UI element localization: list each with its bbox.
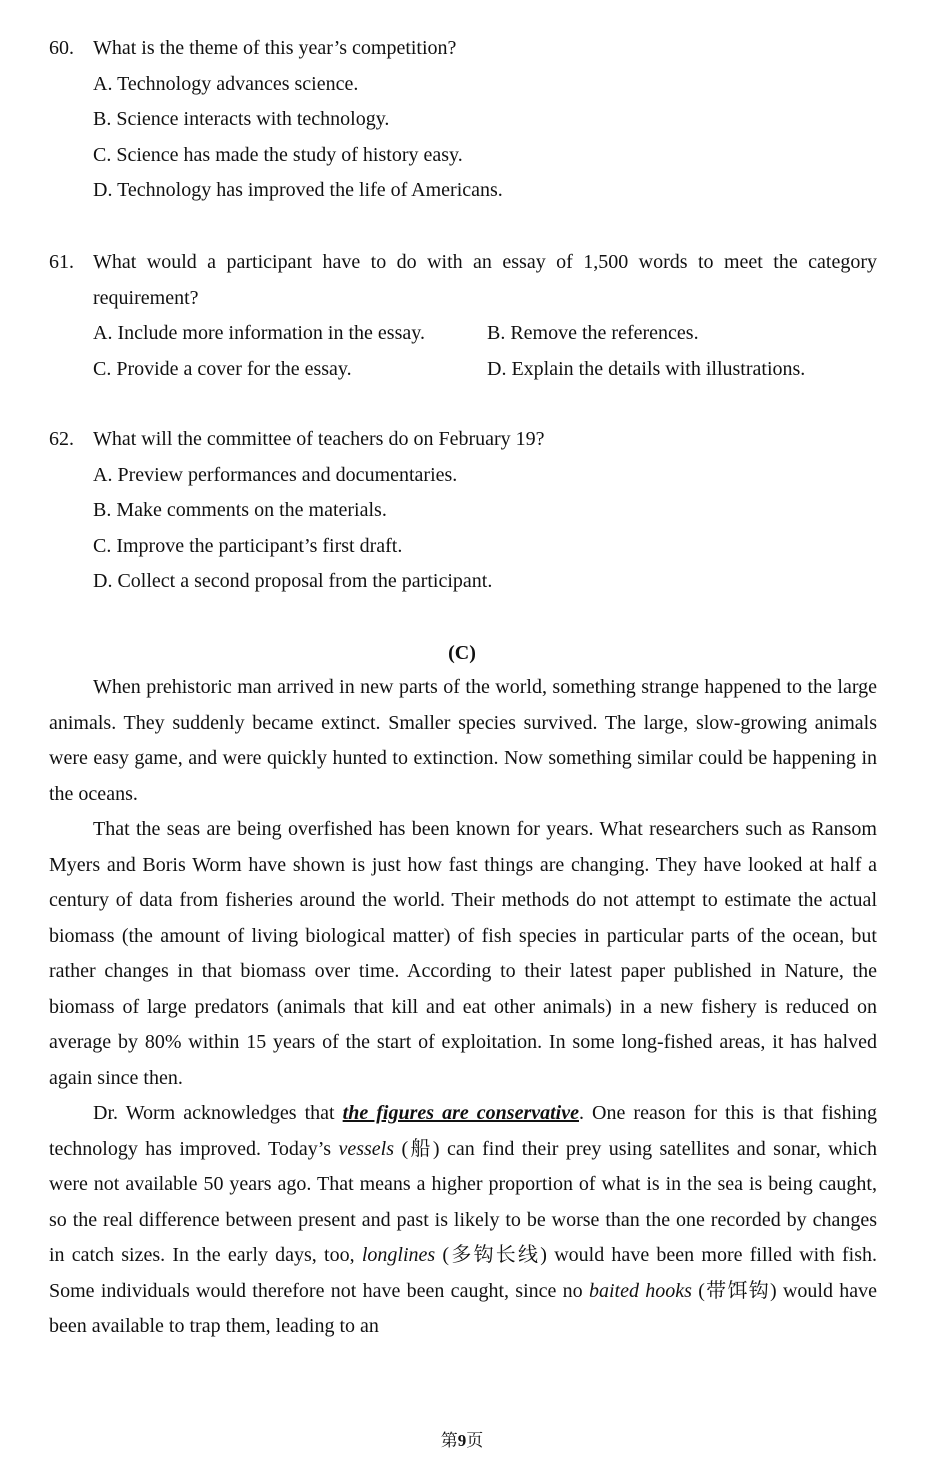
question-number: 62. bbox=[49, 428, 74, 450]
option-c: C. Science has made the study of history easy. bbox=[93, 143, 463, 166]
italic-term-baited-hooks: baited hooks bbox=[588, 1279, 692, 1302]
footer-suffix: 页 bbox=[466, 1431, 484, 1450]
question-stem-line-2: requirement? bbox=[93, 286, 199, 309]
underlined-phrase: the figures are conservative bbox=[342, 1102, 579, 1124]
option-c: C. Provide a cover for the essay. bbox=[93, 357, 352, 380]
question-number: 60. bbox=[49, 37, 74, 59]
italic-term-vessels: vessels bbox=[338, 1137, 395, 1160]
option-a: A. Technology advances science. bbox=[93, 72, 359, 95]
option-a: A. Preview performances and documentaries. bbox=[93, 463, 458, 486]
option-c: C. Improve the participant’s first draft. bbox=[93, 534, 403, 557]
reading-passage bbox=[49, 670, 877, 1345]
option-a: A. Include more information in the essay. bbox=[93, 322, 425, 344]
footer-prefix: 第 bbox=[440, 1431, 458, 1450]
option-d: D. Explain the details with illustrations. bbox=[487, 357, 806, 380]
paragraph-3 bbox=[49, 1096, 877, 1345]
question-stem: What is the theme of this year’s competition? bbox=[93, 37, 457, 59]
question-60 bbox=[49, 31, 877, 209]
option-d: D. Technology has improved the life of Americans. bbox=[93, 179, 503, 201]
text-run: (带饵钩) would have been available to trap them, leading to an bbox=[49, 1279, 878, 1337]
text-run: . One reason for this is that fishing technology has improved. Today’s bbox=[49, 1102, 878, 1160]
option-row-2 bbox=[49, 352, 877, 388]
question-stem-line-1: What would a participant have to do with an essay of 1,500 words to meet the category bbox=[93, 251, 877, 273]
italic-term-longlines: longlines bbox=[361, 1244, 436, 1266]
text-run: (多钩长线) would have been more filled with fish. Some individuals would therefore not have been caught, since no bbox=[49, 1244, 878, 1302]
option-d: D. Collect a second proposal from the participant. bbox=[93, 570, 493, 592]
option-row-1 bbox=[49, 316, 877, 352]
page-number: 9 bbox=[457, 1431, 467, 1450]
text-run: (船) can find their prey using satellites and sonar, which were not available 50 years ago. That means a higher proportion of what is in the sea is being caught, so the real difference between present and past is likely to be worse than the one recorded by changes in catch sizes. In the early days, too, bbox=[49, 1137, 877, 1266]
text-run: Dr. Worm acknowledges that bbox=[93, 1102, 343, 1124]
page-footer bbox=[0, 1426, 924, 1451]
section-heading: (C) bbox=[448, 642, 476, 664]
option-b: B. Science interacts with technology. bbox=[93, 108, 390, 130]
question-stem: What will the committee of teachers do on February 19? bbox=[93, 428, 545, 450]
paragraph-2: That the seas are being overfished has been known for years. What researchers such as Ransom Myers and Boris Worm have shown is just how fast things are changing. They have looked at half a century of data from fisheries around the world. Their methods do not attempt to estimate the actual biomass (the amount of living biological matter) of fish species in particular parts of the ocean, but rather changes in that biomass over time. According to their latest paper published in Nature, the biomass of large predators (animals that kill and eat other animals) in a new fishery is reduced on average by 80% within 15 years of the start of exploitation. In some long-fished areas, it has halved again since then. bbox=[49, 818, 877, 1089]
option-b: B. Make comments on the materials. bbox=[93, 499, 387, 521]
question-62 bbox=[49, 422, 877, 600]
option-b: B. Remove the references. bbox=[487, 322, 699, 344]
paragraph-1: When prehistoric man arrived in new parts of the world, something strange happened to the large animals. They suddenly became extinct. Smaller species survived. The large, slow-growing animals were easy game, and were quickly hunted to extinction. Now something similar could be happening in the oceans. bbox=[49, 676, 877, 805]
question-61 bbox=[49, 245, 877, 387]
question-number: 61. bbox=[49, 251, 74, 273]
